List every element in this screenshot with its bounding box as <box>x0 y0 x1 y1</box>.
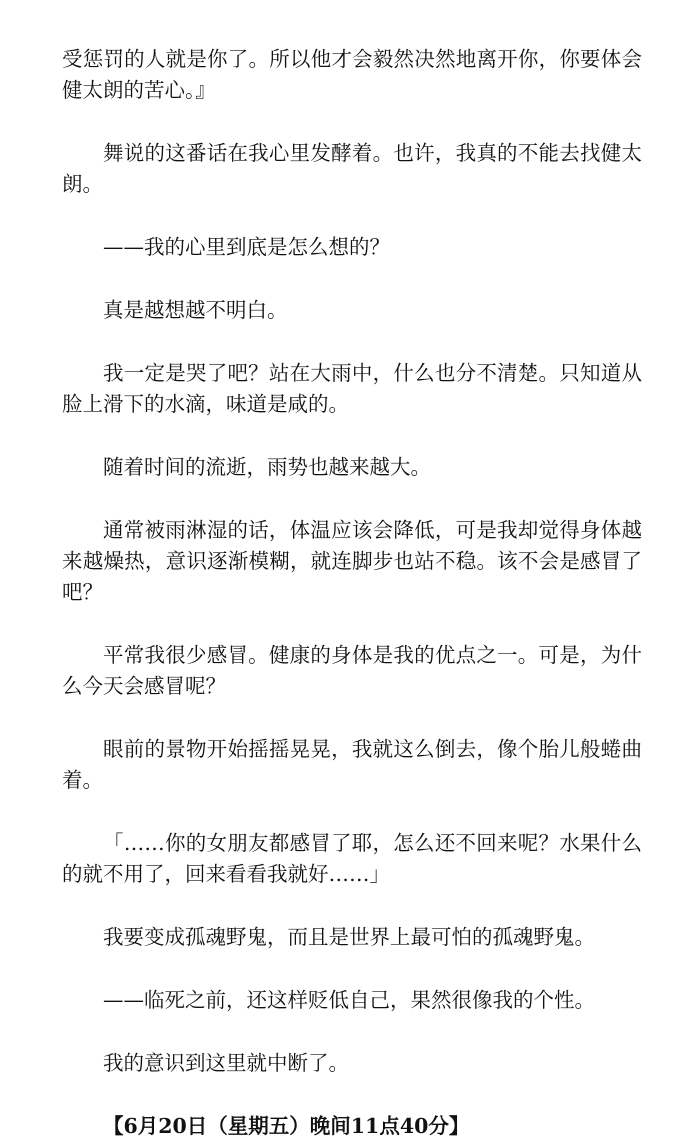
paragraph-7: 通常被雨淋湿的话，体温应该会降低，可是我却觉得身体越来越燥热，意识逐渐模糊，就连脚步也站不稳。该不会是感冒了吧？ <box>62 518 642 604</box>
paragraph-8: 平常我很少感冒。健康的身体是我的优点之一。可是，为什么今天会感冒呢？ <box>62 643 642 698</box>
section-timestamp-heading: 【6月20日（星期五）晚间11点40分】 <box>103 1114 470 1138</box>
paragraph-4: 真是越想越不明白。 <box>103 298 288 322</box>
paragraph-5: 我一定是哭了吧？站在大雨中，什么也分不清楚。只知道从脸上滑下的水滴，味道是咸的。 <box>62 361 642 416</box>
paragraph-1: 受惩罚的人就是你了。所以他才会毅然决然地离开你，你要体会健太朗的苦心。』 <box>62 47 642 102</box>
paragraph-2: 舞说的这番话在我心里发酵着。也许，我真的不能去找健太朗。 <box>62 141 642 196</box>
paragraph-12: ——临死之前，还这样贬低自己，果然很像我的个性。 <box>103 988 595 1012</box>
paragraph-3: ——我的心里到底是怎么想的？ <box>103 235 390 259</box>
paragraph-9: 眼前的景物开始摇摇晃晃，我就这么倒去，像个胎儿般蜷曲着。 <box>62 737 642 792</box>
paragraph-6: 随着时间的流逝，雨势也越来越大。 <box>103 455 431 479</box>
paragraph-11: 我要变成孤魂野鬼，而且是世界上最可怕的孤魂野鬼。 <box>103 925 595 949</box>
paragraph-10: 「……你的女朋友都感冒了耶，怎么还不回来呢？水果什么的就不用了，回来看看我就好……」 <box>62 831 642 886</box>
paragraph-13: 我的意识到这里就中断了。 <box>103 1051 349 1075</box>
